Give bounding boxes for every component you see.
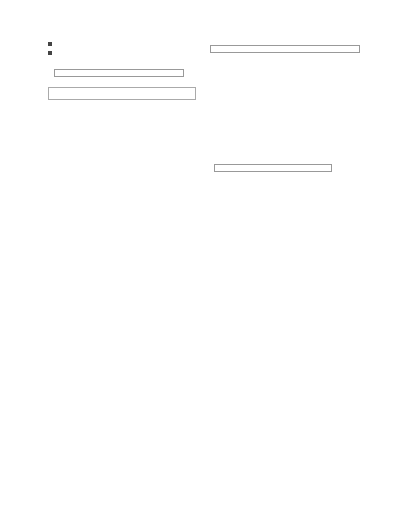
safety-heading (48, 42, 192, 46)
square-bullet-icon (48, 42, 52, 46)
square-bullet-icon (48, 51, 52, 55)
agc-testpoint-box (54, 69, 184, 77)
screen-testpoint-box (210, 45, 360, 53)
left-column (48, 42, 192, 100)
adjustment-box (48, 87, 196, 100)
right-column (210, 42, 360, 178)
waveform-chart (214, 63, 360, 146)
test-heading (48, 51, 192, 55)
focus-testpoint-box (214, 164, 332, 172)
waveform-svg (214, 63, 360, 141)
